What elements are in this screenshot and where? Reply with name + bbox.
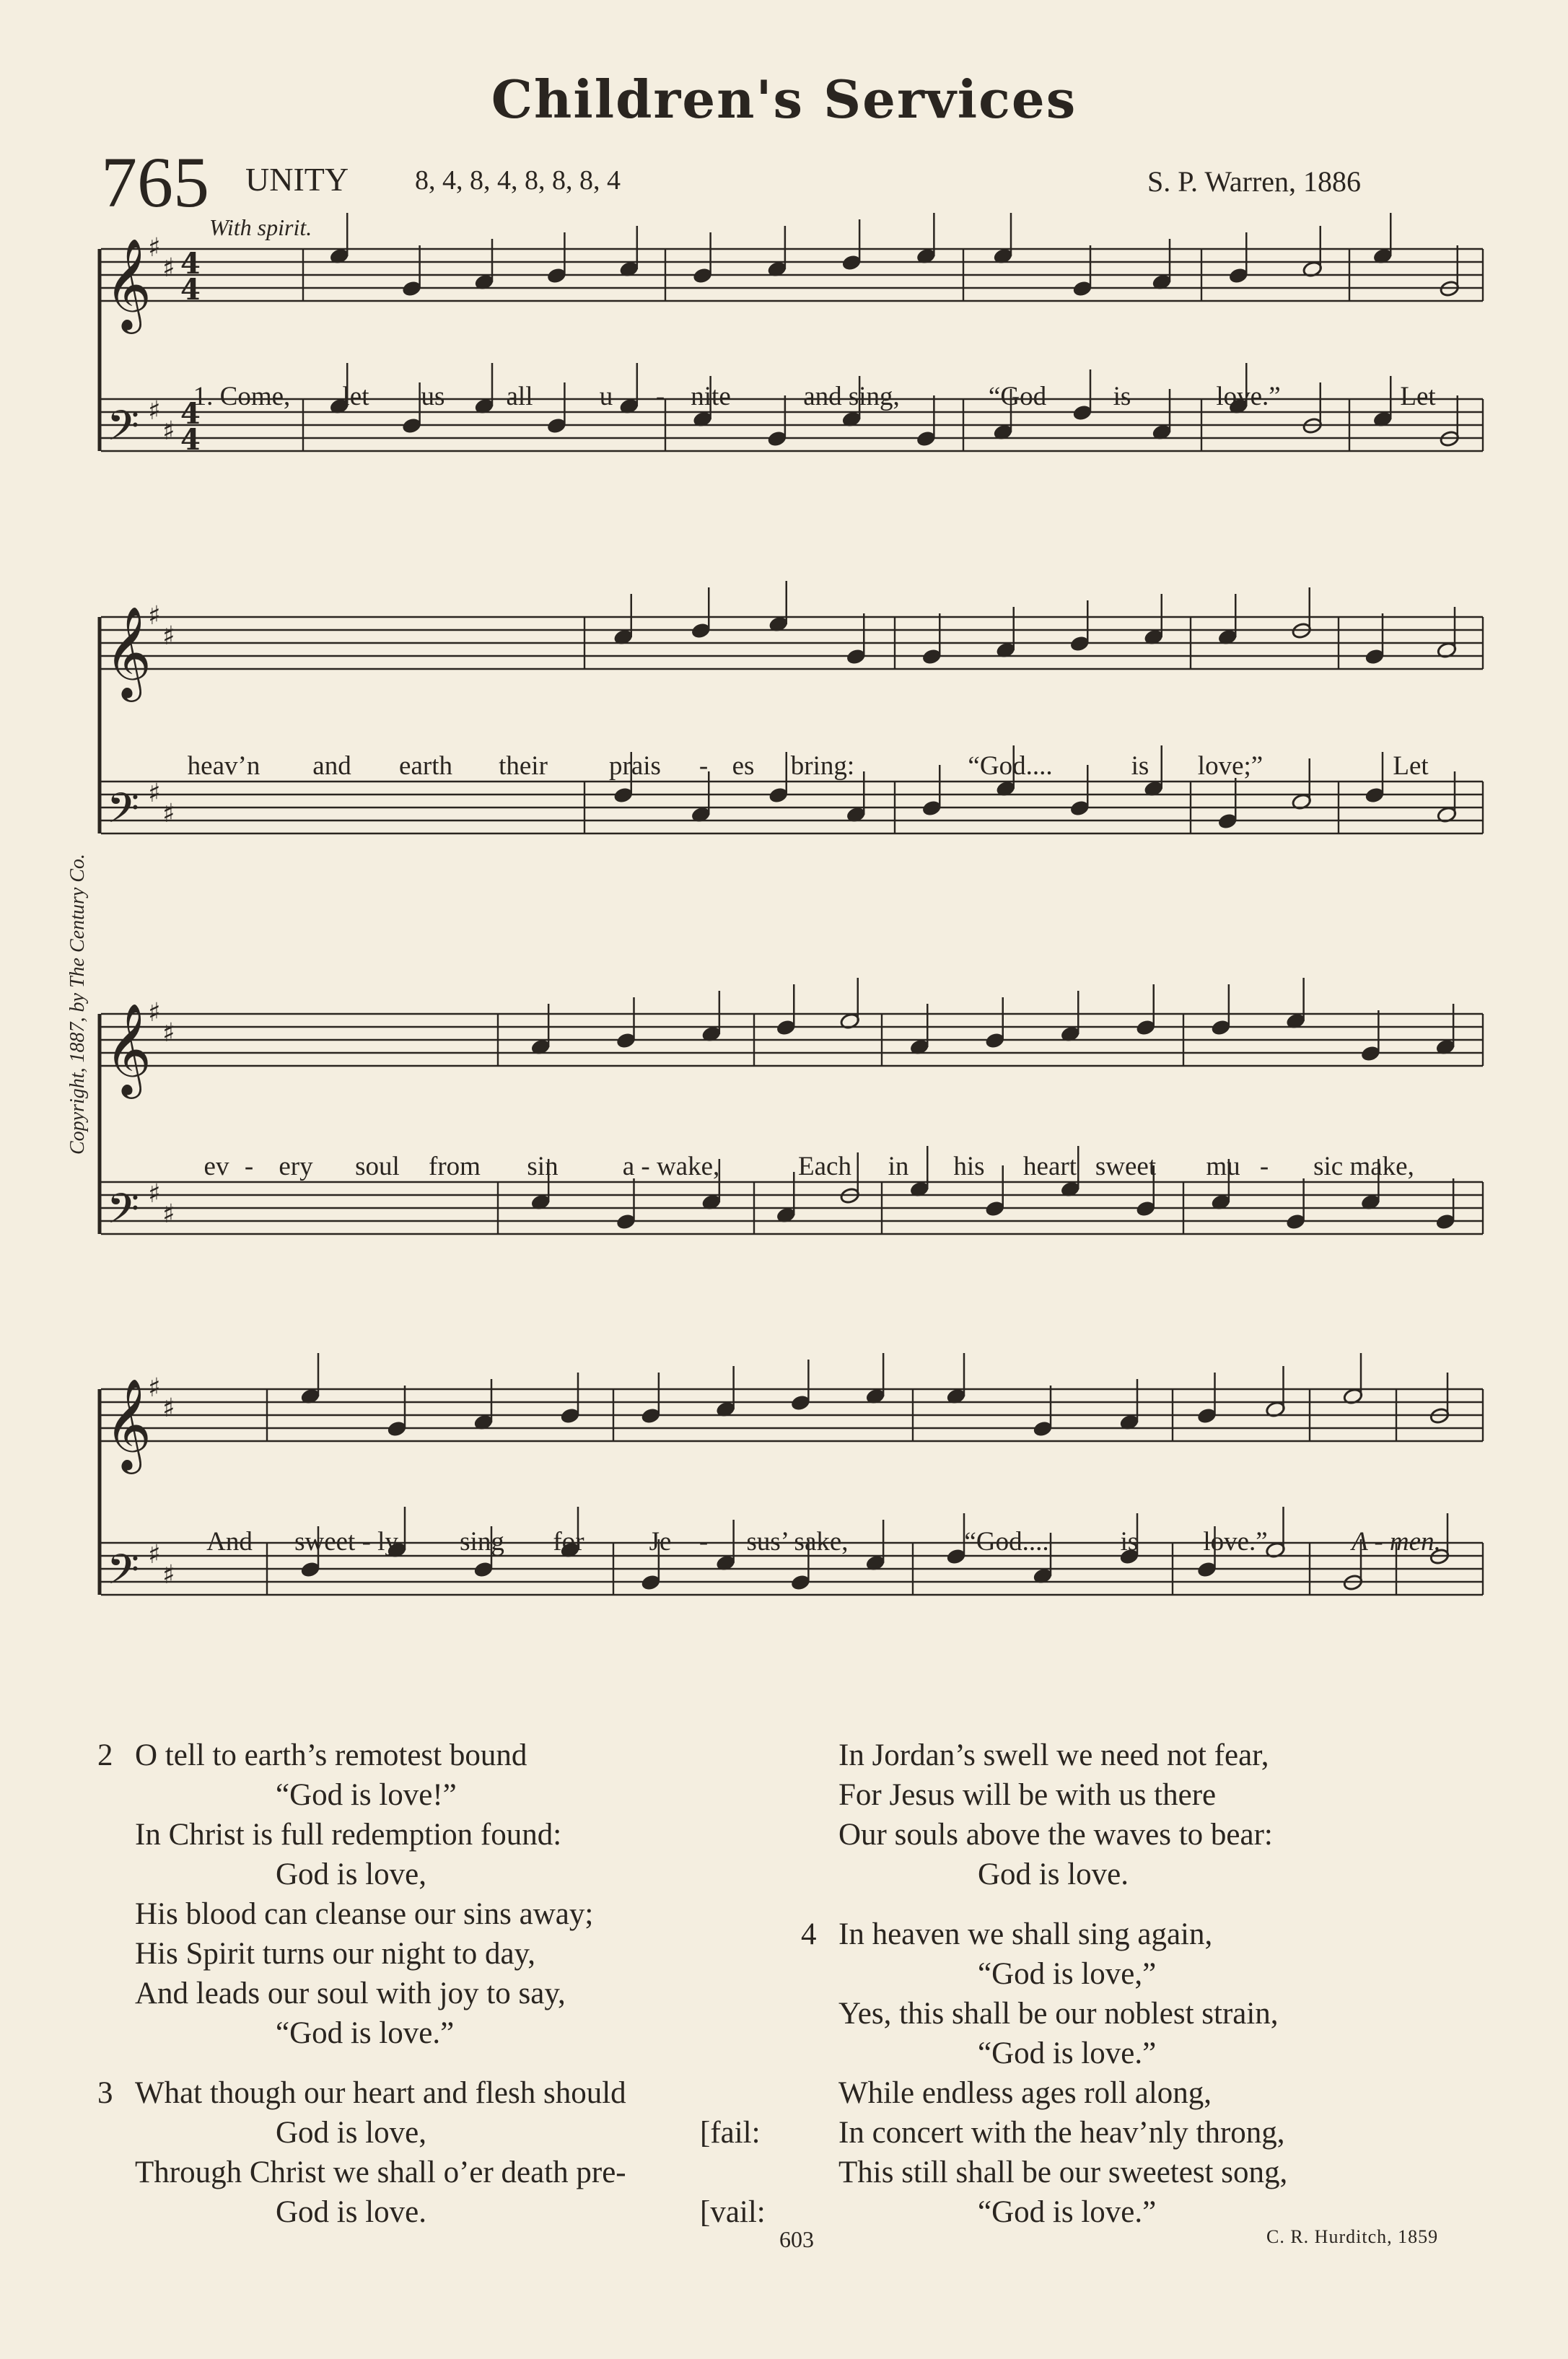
lyric: nite: [691, 382, 731, 411]
lyric: u: [599, 382, 613, 411]
verse-3-line-8: God is love.: [978, 1857, 1129, 1891]
verse-3-line-6: For Jesus will be with us there: [838, 1778, 1217, 1812]
lyric: -: [698, 751, 709, 781]
verse-3-line-1: 3 What though our heart and flesh should: [97, 2073, 819, 2113]
bass-clef: 𝄢: [107, 784, 140, 843]
verses-left-column: [97, 1736, 819, 2232]
time-signature: 4: [180, 423, 201, 457]
sharp-sign: ♯: [162, 253, 175, 283]
verse-2-line-5: His blood can cleanse our sins away;: [135, 1897, 594, 1931]
lyric: a - wake,: [622, 1152, 720, 1181]
verse-4-line-1: 4 In heaven we shall sing again,: [801, 1914, 1523, 1954]
bass-clef: 𝄢: [107, 401, 140, 460]
lyric: bring:: [790, 751, 855, 781]
verse-4-line-3: Yes, this shall be our noblest strain,: [838, 1997, 1279, 2031]
verse-3-line-4: God is love. [vail:: [276, 2195, 766, 2229]
lyric: love;”: [1197, 751, 1263, 781]
lyric: is: [1120, 1527, 1139, 1557]
verse-4-line-4: “God is love.”: [978, 2036, 1157, 2070]
verse-3-line-3: Through Christ we shall o’er death pre-: [135, 2156, 626, 2189]
verse-number: 3: [97, 2076, 113, 2110]
sharp-sign: ♯: [148, 1179, 161, 1209]
bass-clef: 𝄢: [107, 1184, 140, 1243]
lyric: let: [342, 382, 369, 411]
sharp-sign: ♯: [162, 1560, 175, 1590]
sharp-sign: ♯: [148, 601, 161, 631]
lyric: -: [698, 1527, 709, 1557]
lyric: “God....: [968, 751, 1053, 781]
copyright-notice: Copyright, 1887, by The Century Co.: [66, 854, 89, 1155]
time-signature: 4: [180, 247, 201, 281]
verse-4-line-8: “God is love.”: [978, 2195, 1157, 2229]
lyric: in: [888, 1152, 909, 1181]
lyric: us: [421, 382, 445, 411]
lyric: and: [312, 751, 351, 781]
lyric: sin: [527, 1152, 559, 1181]
lyric: es: [732, 751, 755, 781]
sharp-sign: ♯: [148, 998, 161, 1028]
verse-2-line-4: God is love,: [276, 1857, 427, 1891]
verse-4-line-6: In concert with the heav’nly throng,: [838, 2116, 1285, 2150]
lyric: heart: [1023, 1152, 1077, 1181]
lyric: sing: [460, 1527, 504, 1557]
sharp-sign: ♯: [162, 799, 175, 828]
treble-clef: 𝄞: [105, 605, 152, 698]
page-title: Children's Services: [491, 69, 1077, 130]
page-number: 603: [779, 2226, 814, 2252]
lyric: their: [499, 751, 548, 781]
treble-clef: 𝄞: [105, 237, 152, 330]
lyrics-system-4: [0, 1526, 1568, 1562]
lyric: from: [429, 1152, 481, 1181]
verse-3-line-2: God is love, [fail:: [276, 2116, 761, 2150]
verse-3-line-7: Our souls above the waves to bear:: [838, 1818, 1273, 1852]
sharp-sign: ♯: [148, 233, 161, 263]
lyric-amen: A - men.: [1352, 1527, 1441, 1557]
sharp-sign: ♯: [148, 396, 161, 426]
verse-2-line-7: And leads our soul with joy to say,: [135, 1977, 566, 2010]
lyric: love.”: [1216, 382, 1281, 411]
verse-2-line-1: 2 O tell to earth’s remotest bound: [97, 1736, 819, 1775]
lyric: And: [206, 1527, 253, 1557]
lyric: ev: [203, 1152, 229, 1181]
verse-number: 4: [801, 1917, 817, 1951]
lyric: 1. Come,: [193, 382, 291, 411]
lyric: Each: [798, 1152, 851, 1181]
lyric: love.”: [1203, 1527, 1268, 1557]
lyric: -: [655, 382, 665, 411]
verse-3-line-5: In Jordan’s swell we need not fear,: [838, 1738, 1269, 1772]
lyric: is: [1113, 382, 1131, 411]
time-signature: 4: [180, 397, 201, 431]
lyric: sweet: [1095, 1152, 1157, 1181]
lyric: “God....: [964, 1527, 1049, 1557]
lyric: Let: [1400, 382, 1436, 411]
lyric: earth: [399, 751, 452, 781]
lyric: prais: [609, 751, 661, 781]
verse-2-line-3: In Christ is full redemption found:: [135, 1818, 562, 1852]
time-signature: 4: [180, 273, 201, 307]
lyric: Let: [1393, 751, 1429, 781]
lyric: sus’ sake,: [746, 1527, 849, 1557]
verse-number: 2: [97, 1738, 113, 1772]
lyrics-system-1: [0, 381, 1568, 417]
verse-4-line-7: This still shall be our sweetest song,: [838, 2156, 1288, 2189]
lyric: heav’n: [187, 751, 260, 781]
lyric: for: [553, 1527, 584, 1557]
lyric: sic make,: [1313, 1152, 1414, 1181]
lyric: Je: [649, 1527, 672, 1557]
lyric: all: [506, 382, 533, 411]
lyric: ery: [279, 1152, 313, 1181]
lyrics-system-3: [0, 1151, 1568, 1187]
lyric: sweet - ly: [294, 1527, 398, 1557]
sharp-sign: ♯: [162, 1018, 175, 1048]
lyric: and sing,: [803, 382, 900, 411]
verses-right-column: [801, 1736, 1523, 2232]
verse-4-line-2: “God is love,”: [978, 1957, 1157, 1991]
lyric: -: [244, 1152, 254, 1181]
sharp-sign: ♯: [148, 1540, 161, 1570]
lyric: -: [1259, 1152, 1269, 1181]
verse-2-line-2: “God is love!”: [276, 1778, 457, 1812]
treble-clef: 𝄞: [105, 1378, 152, 1470]
sharp-sign: ♯: [162, 621, 175, 651]
lyric: mu: [1206, 1152, 1240, 1181]
composer: S. P. Warren, 1886: [1147, 165, 1362, 198]
verse-2-line-8: “God is love.”: [276, 2016, 455, 2050]
sharp-sign: ♯: [162, 1199, 175, 1229]
sharp-sign: ♯: [162, 1393, 175, 1423]
bass-clef: 𝄢: [107, 1545, 140, 1604]
lyric: “God: [988, 382, 1047, 411]
tempo-marking: With spirit.: [209, 214, 312, 240]
verse-4-line-5: While endless ages roll along,: [838, 2076, 1212, 2110]
sharp-sign: ♯: [162, 416, 175, 446]
sharp-sign: ♯: [148, 779, 161, 808]
lyrics-system-2: [0, 750, 1568, 787]
meter: 8, 4, 8, 4, 8, 8, 8, 4: [415, 165, 621, 196]
lyric: soul: [355, 1152, 400, 1181]
verse-2-line-6: His Spirit turns our night to day,: [135, 1937, 536, 1971]
author-credit: C. R. Hurditch, 1859: [1266, 2226, 1439, 2247]
sharp-sign: ♯: [148, 1373, 161, 1403]
lyric: is: [1131, 751, 1149, 781]
hymn-number: 765: [101, 142, 209, 222]
lyric: his: [953, 1152, 985, 1181]
treble-clef: 𝄞: [105, 1002, 152, 1095]
tune-name: UNITY: [245, 161, 349, 198]
